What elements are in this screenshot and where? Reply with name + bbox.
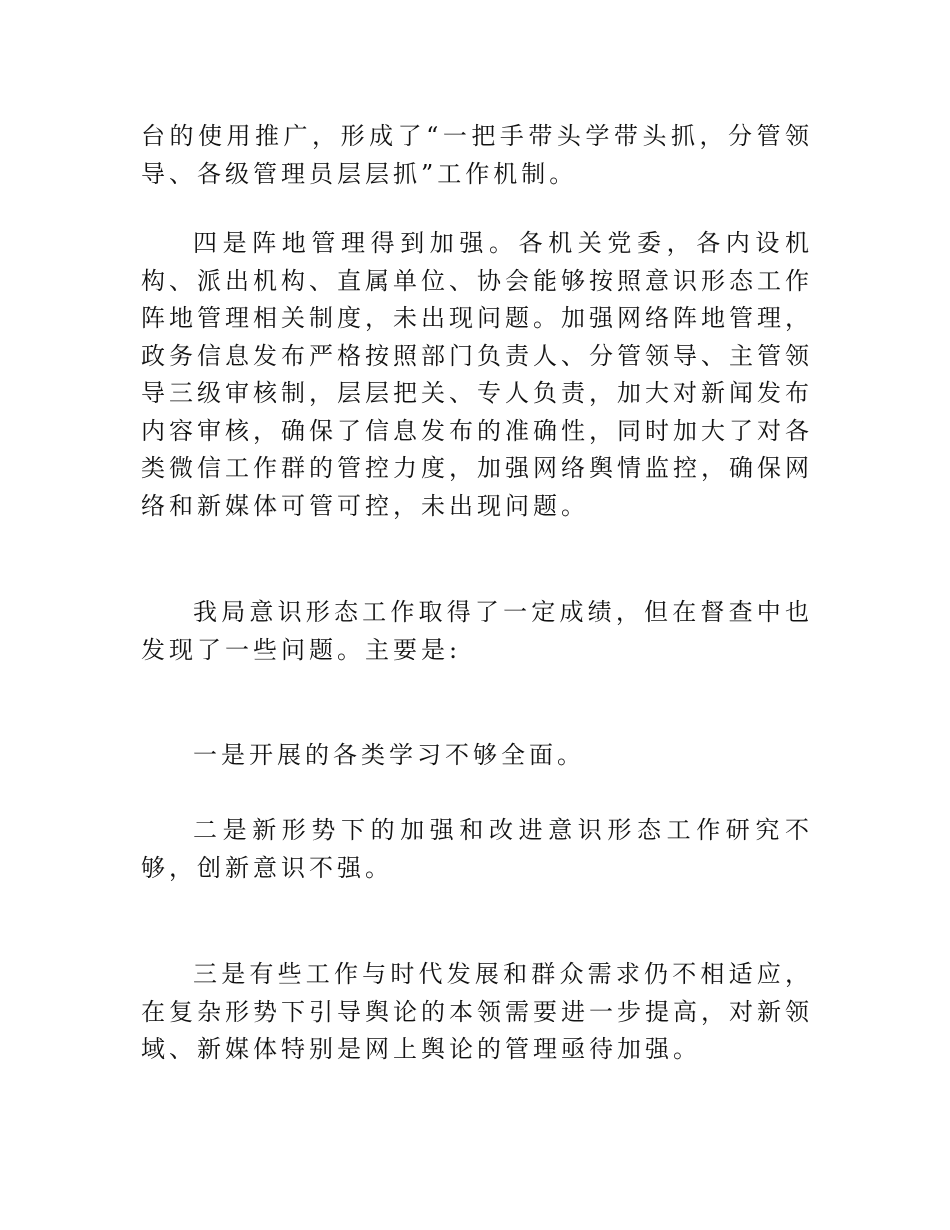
paragraph-problem-three: 三是有些工作与时代发展和群众需求仍不相适应，在复杂形势下引导舆论的本领需要进一步提高，对新领域、新媒体特别是网上舆论的管理亟待加强。 xyxy=(141,960,813,1063)
paragraph-continuation: 台的使用推广，形成了“一把手带头学带头抓，分管领导、各级管理员层层抓”工作机制。 xyxy=(141,122,813,188)
paragraph-problem-one: 一是开展的各类学习不够全面。 xyxy=(193,741,585,769)
paragraph-problem-two: 二是新形势下的加强和改进意识形态工作研究不够，创新意识不强。 xyxy=(141,816,813,882)
paragraph-problems-intro: 我局意识形态工作取得了一定成绩，但在督查中也发现了一些问题。主要是: xyxy=(141,598,813,664)
paragraph-position-management: 四是阵地管理得到加强。各机关党委，各内设机构、派出机构、直属单位、协会能够按照意识形态工作阵地管理相关制度，未出现问题。加强网络阵地管理，政务信息发布严格按照部门负责人、分管领导、主管领导三级审核制，层层把关、专人负责，加大对新闻发布内容审核，确保了信息发布的准确性，同时加大了对各类微信工作群的管控力度，加强网络舆情监控，确保网络和新媒体可管可控，未出现问题。 xyxy=(141,229,813,520)
